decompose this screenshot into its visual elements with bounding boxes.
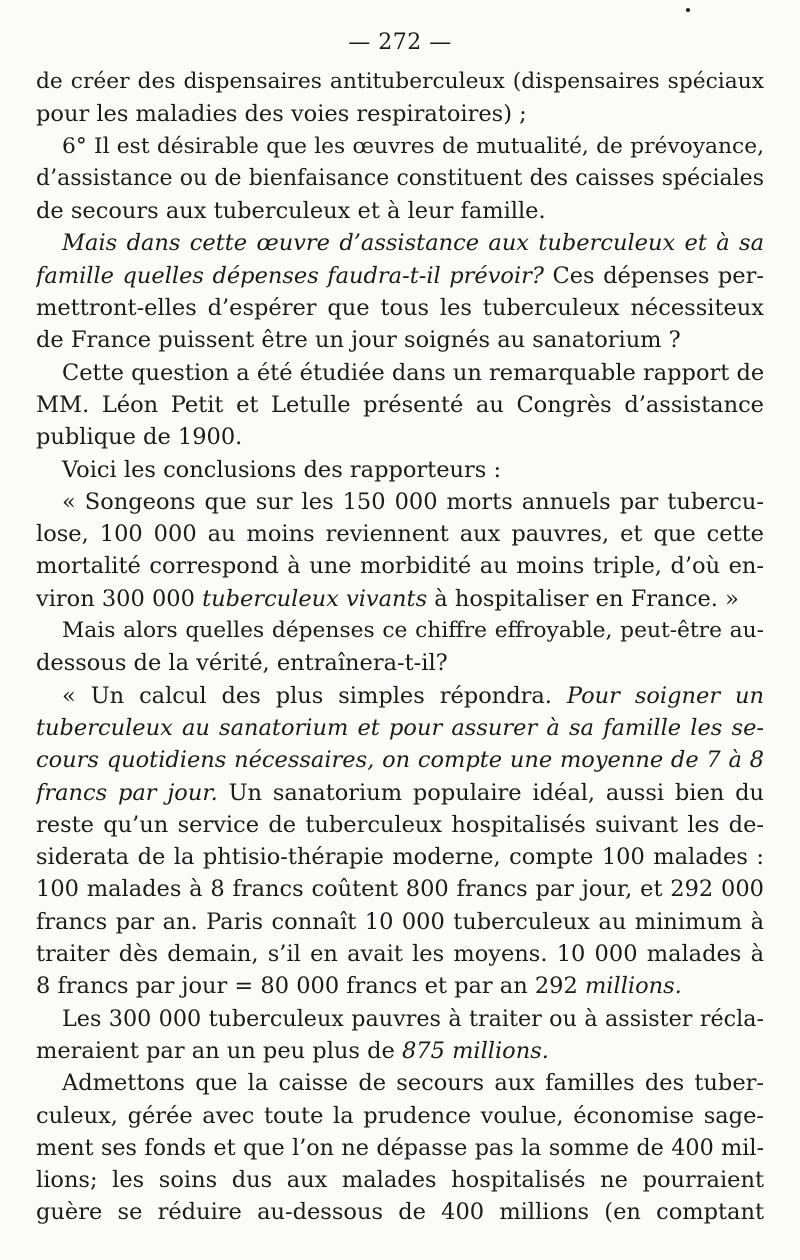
text-line (36, 583, 764, 615)
italic-text: cours quotidiens nécessaires, on compte une moyenne de 7 à 8 (36, 747, 764, 774)
text-span: lose, 100 000 au moins reviennent aux pauvres, et que cette (36, 521, 764, 548)
text-span: 8 francs par jour = 80 000 francs et par an 292 (36, 973, 585, 1000)
text-span: Admettons que la caisse de secours aux familles des tuber- (62, 1070, 764, 1097)
text-line (36, 195, 764, 227)
italic-text: francs par jour. (36, 779, 218, 806)
text-span: pour les maladies des voies respiratoires) ; (36, 101, 527, 128)
text-span: dessous de la vérité, entraînera-t-il? (36, 650, 448, 677)
text-line (36, 1035, 764, 1067)
text-span: mettront-elles d’espérer que tous les tuberculeux nécessiteux (36, 295, 764, 322)
text-line (36, 66, 764, 98)
text-line (36, 777, 764, 809)
text-line (36, 324, 764, 356)
text-line (36, 1196, 764, 1228)
text-line (36, 1132, 764, 1164)
text-line (36, 873, 764, 905)
text-line (36, 906, 764, 938)
text-span: guère se réduire au-dessous de 400 millions (en comptant (36, 1199, 764, 1226)
text-span: publique de 1900. (36, 424, 243, 451)
text-span: ment ses fonds et que l’on ne dépasse pas la somme de 400 mil- (36, 1134, 764, 1161)
text-line (36, 1100, 764, 1132)
text-span: Un sanatorium populaire idéal, aussi bien du (217, 779, 764, 806)
text-span: francs par an. Paris connaît 10 000 tuberculeux au minimum à (36, 908, 764, 935)
text-span: MM. Léon Petit et Letulle présenté au Congrès d’assistance (36, 391, 764, 418)
text-line (36, 227, 764, 259)
page-number: — 272 — (348, 30, 452, 55)
text-line (36, 970, 764, 1002)
text-line (36, 389, 764, 421)
text-line (36, 647, 764, 679)
text-line (36, 809, 764, 841)
text-line (36, 1003, 764, 1035)
text-line (36, 357, 764, 389)
text-line (36, 421, 764, 453)
italic-text: Pour soigner un (566, 682, 764, 709)
text-line (36, 744, 764, 776)
text-span: siderata de la phtisio-thérapie moderne, compte 100 malades : (36, 844, 764, 871)
text-span: lions; les soins dus aux malades hospitalisés ne pourraient (36, 1167, 764, 1194)
text-line (36, 550, 764, 582)
italic-text: Mais dans cette œuvre d’assistance aux tuberculeux et à sa (62, 230, 764, 257)
text-line (36, 680, 764, 712)
text-span: d’assistance ou de bienfaisance constituent des caisses spéciales (36, 165, 764, 191)
text-span: traiter dès demain, s’il en avait les moyens. 10 000 malades à (36, 941, 764, 968)
text-line (36, 292, 764, 324)
italic-text: tuberculeux au sanatorium et pour assurer à sa famille les se- (36, 714, 764, 741)
text-line (36, 518, 764, 550)
text-span: mortalité correspond à une morbidité au moins triple, d’où en- (36, 553, 764, 580)
ink-speck (686, 8, 690, 12)
text-line (36, 841, 764, 873)
text-span: Cette question a été étudiée dans un remarquable rapport de (62, 359, 764, 386)
italic-text: famille quelles dépenses faudra-t-il prévoir? (36, 262, 544, 289)
text-line (36, 938, 764, 970)
text-line (36, 615, 764, 647)
text-span: de secours aux tuberculeux et à leur famille. (36, 198, 546, 225)
text-span: de créer des dispensaires antituberculeux (dispensaires spéciaux (36, 69, 764, 94)
text-line (36, 98, 764, 130)
page-body-text (36, 66, 764, 1229)
text-line (36, 163, 764, 195)
text-line (36, 1164, 764, 1196)
text-span: meraient par an un peu plus de (36, 1037, 402, 1064)
text-span: viron 300 000 (36, 585, 203, 612)
text-span: « Un calcul des plus simples répondra. (62, 682, 567, 709)
text-span: à hospitaliser en France. » (427, 585, 739, 612)
text-span: reste qu’un service de tuberculeux hospitalisés suivant les de- (36, 811, 764, 838)
text-line (36, 712, 764, 744)
text-span: Les 300 000 tuberculeux pauvres à traiter ou à assister récla- (62, 1005, 764, 1032)
text-span: 100 malades à 8 francs coûtent 800 francs par jour, et 292 000 (36, 876, 764, 903)
text-span: culeux, gérée avec toute la prudence voulue, économise sage- (36, 1102, 764, 1129)
text-line (36, 1067, 764, 1099)
text-span: Voici les conclusions des rapporteurs : (62, 456, 502, 483)
text-line (36, 131, 764, 163)
text-line (36, 260, 764, 292)
text-span: Mais alors quelles dépenses ce chiffre effroyable, peut-être au- (62, 618, 764, 644)
text-span: de France puissent être un jour soignés au sanatorium ? (36, 327, 681, 354)
text-span: 6° Il est désirable que les œuvres de mutualité, de prévoyance, (62, 133, 764, 159)
text-line (36, 454, 764, 486)
text-line (36, 486, 764, 518)
italic-text: 875 millions. (401, 1037, 549, 1064)
text-span: « Songeons que sur les 150 000 morts annuels par tubercu- (62, 488, 764, 515)
italic-text: millions. (584, 973, 682, 1000)
text-span: Ces dépenses per- (543, 262, 764, 289)
italic-text: tuberculeux vivants (202, 585, 428, 612)
